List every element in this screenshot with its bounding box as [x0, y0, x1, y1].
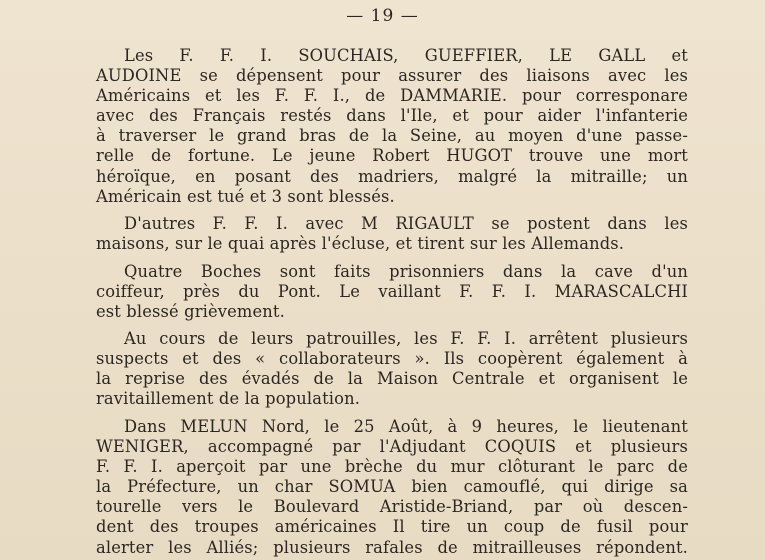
paragraph-melun-nord — [96, 417, 688, 558]
text-line: la reprise des évadés de la Maison Centrale et organisent le — [96, 369, 688, 389]
text-line: ravitaillement de la population. — [96, 389, 361, 409]
text-line: avec des Français restés dans l'Ile, et pour aider l'infanterie — [96, 106, 688, 126]
paragraph-prisonniers — [96, 262, 688, 322]
text-line: Au cours de leurs patrouilles, les F. F. I. arrêtent plusieurs — [124, 329, 688, 348]
text-line: AUDOINE se dépensent pour assurer des liaisons avec les — [96, 66, 688, 86]
text-line: Américain est tué et 3 sont blessés. — [96, 186, 395, 206]
paragraph-liaisons — [96, 46, 688, 207]
text-line: à traverser le grand bras de la Seine, au moyen d'une passe- — [96, 126, 688, 146]
paragraph-rigault — [96, 214, 688, 254]
text-line: Dans MELUN Nord, le 25 Août, à 9 heures, le lieutenant — [124, 417, 688, 436]
paragraph-patrouilles — [96, 329, 688, 409]
text-line: relle de fortune. Le jeune Robert HUGOT trouve une mort — [96, 146, 688, 166]
text-line: Les F. F. I. SOUCHAIS, GUEFFIER, LE GALL et — [124, 46, 688, 65]
text-line: suspects et des « collaborateurs ». Ils coopèrent également à — [96, 349, 688, 369]
page-number: — 19 — — [346, 6, 419, 26]
text-line: maisons, sur le quai après l'écluse, et tirent sur les Allemands. — [96, 234, 625, 254]
text-line: Américains et les F. F. I., de DAMMARIE. pour corresponare — [96, 86, 688, 106]
text-line: Quatre Boches sont faits prisonniers dans la cave d'un — [124, 262, 688, 281]
text-line: tourelle vers le Boulevard Aristide-Briand, par où descen- — [96, 497, 688, 517]
text-line: D'autres F. F. I. avec M RIGAULT se postent dans les — [124, 214, 688, 233]
text-line: la Préfecture, un char SOMUA bien camouflé, qui dirige sa — [96, 477, 688, 497]
text-line: coiffeur, près du Pont. Le vaillant F. F. I. MARASCALCHI — [96, 282, 688, 302]
text-line: est blessé grièvement. — [96, 302, 285, 322]
text-line: héroïque, en posant des madriers, malgré la mitraille; un — [96, 166, 688, 186]
text-line: WENIGER, accompagné par l'Adjudant COQUIS et plusieurs — [96, 437, 688, 457]
text-line: dent des troupes américaines Il tire un coup de fusil pour — [96, 517, 688, 537]
text-line: alerter les Alliés; plusieurs rafales de mitrailleuses répondent. — [96, 537, 688, 557]
text-line: F. F. I. aperçoit par une brèche du mur clôturant le parc de — [96, 457, 688, 477]
